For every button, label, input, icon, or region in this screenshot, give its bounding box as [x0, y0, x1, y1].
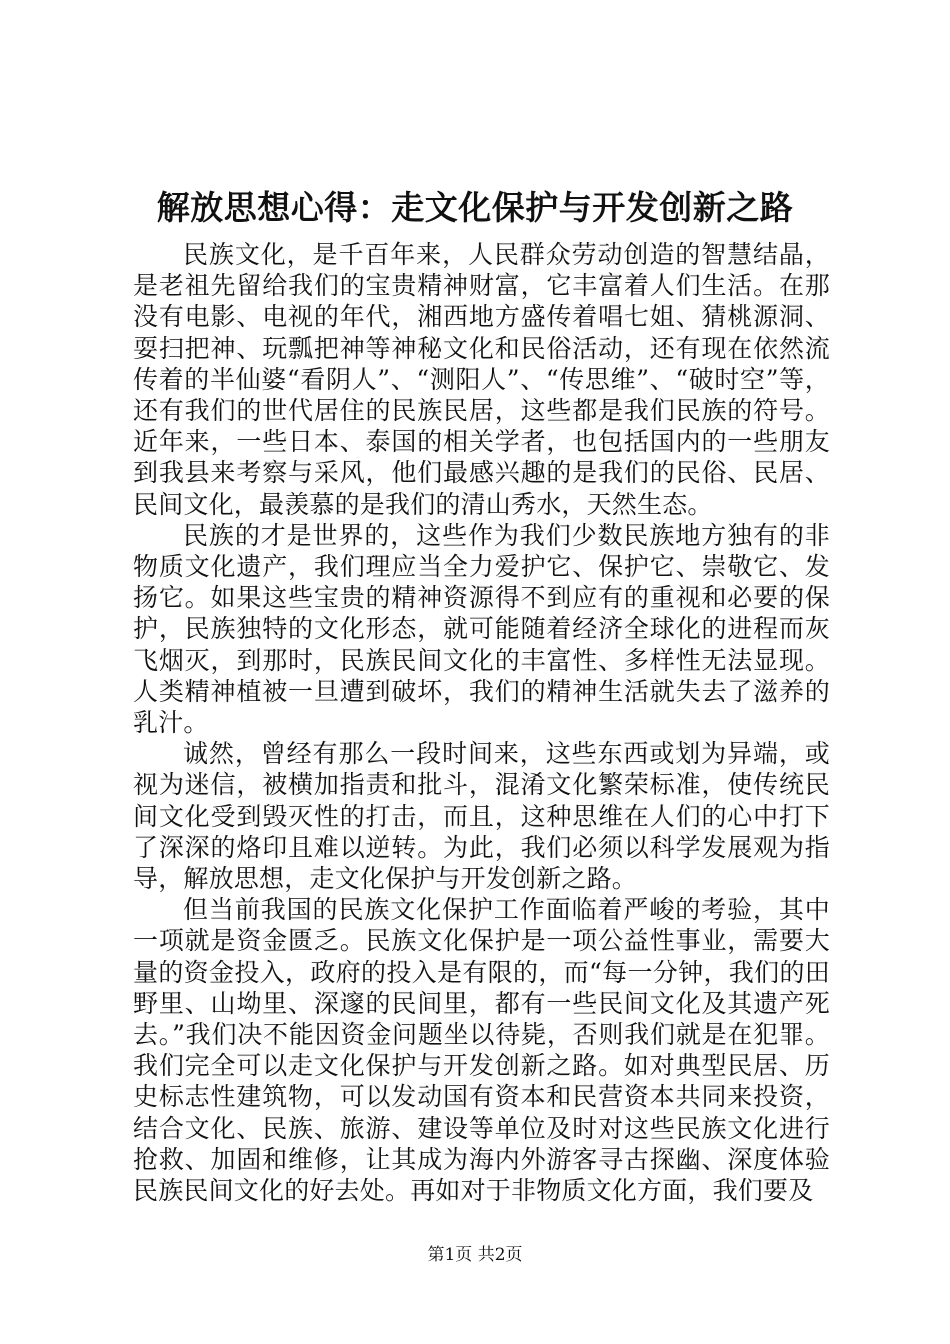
- paragraph: 民族的才是世界的，这些作为我们少数民族地方独有的非物质文化遗产，我们理应当全力爱护它、保护它、崇敬它、发扬它。如果这些宝贵的精神资源得不到应有的重视和必要的保护，民族独特的文化形态，就可能随着经济全球化的进程而灰飞烟灭，到那时，民族民间文化的丰富性、多样性无法显现。人类精神植被一旦遭到破坏，我们的精神生活就失去了滋养的乳汁。: [133, 520, 830, 738]
- paragraph: 民族文化，是千百年来，人民群众劳动创造的智慧结晶，是老祖先留给我们的宝贵精神财富，它丰富着人们生活。在那没有电影、电视的年代，湘西地方盛传着唱七姐、猜桃源洞、耍扫把神、玩瓢把神等神秘文化和民俗活动，还有现在依然流传着的半仙婆“看阴人”、“测阳人”、“传思维”、“破时空”等，还有我们的世代居住的民族民居，这些都是我们民族的符号。近年来，一些日本、泰国的相关学者，也包括国内的一些朋友到我县来考察与采风，他们最感兴趣的是我们的民俗、民居、民间文化，最羡慕的是我们的清山秀水，天然生态。: [133, 240, 830, 519]
- document-body: [133, 239, 830, 1206]
- page-number-footer: 第1页 共2页: [427, 1245, 523, 1265]
- document-title: 解放思想心得：走文化保护与开发创新之路: [156, 188, 794, 227]
- paragraph: 诚然，曾经有那么一段时间来，这些东西或划为异端，或视为迷信，被横加指责和批斗，混淆文化繁荣标准，使传统民间文化受到毁灭性的打击，而且，这种思维在人们的心中打下了深深的烙印且难以逆转。为此，我们必须以科学发展观为指导，解放思想，走文化保护与开发创新之路。: [133, 739, 830, 894]
- paragraph: 但当前我国的民族文化保护工作面临着严峻的考验，其中一项就是资金匮乏。民族文化保护是一项公益性事业，需要大量的资金投入，政府的投入是有限的，而“每一分钟，我们的田野里、山坳里、深邃的民间里，都有一些民间文化及其遗产死去。”我们决不能因资金问题坐以待毙，否则我们就是在犯罪。我们完全可以走文化保护与开发创新之路。如对典型民居、历史标志性建筑物，可以发动国有资本和民营资本共同来投资，结合文化、民族、旅游、建设等单位及时对这些民族文化进行抢救、加固和维修，让其成为海内外游客寻古探幽、深度体验民族民间文化的好去处。再如对于非物质文化方面，我们要及: [133, 895, 830, 1206]
